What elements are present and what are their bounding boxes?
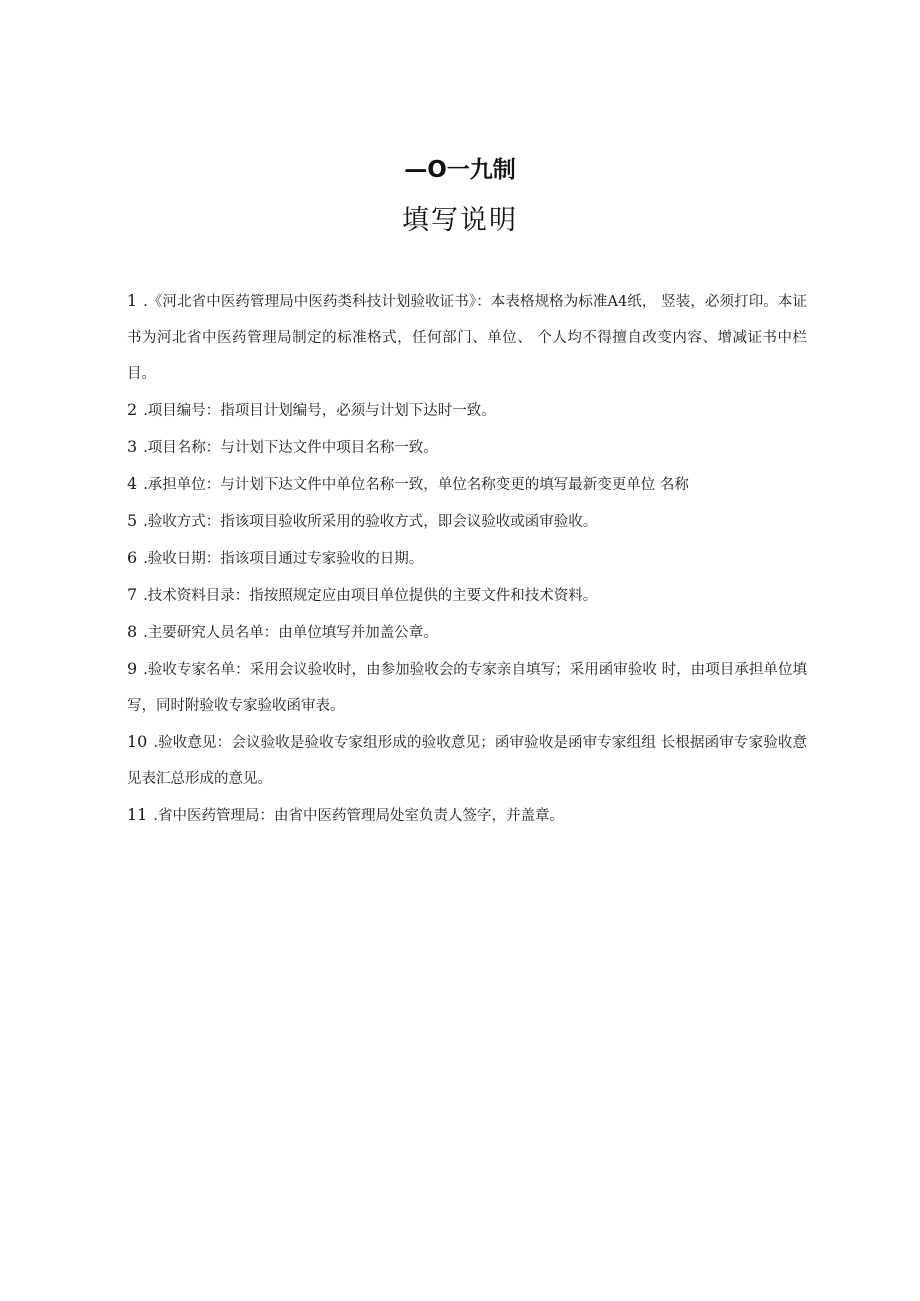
item-text: .承担单位：与计划下达文件中单位名称一致，单位名称变更的填写最新变更单位 名称	[143, 477, 689, 493]
instruction-item-5	[127, 503, 807, 540]
instruction-item-8	[127, 614, 807, 651]
instruction-item-7	[127, 577, 807, 614]
instruction-item-9	[127, 651, 807, 724]
year-line: —O一九制	[404, 157, 516, 183]
page-title: 填写说明	[402, 205, 518, 236]
instruction-item-1	[127, 283, 807, 392]
item-text: .验收日期：指该项目通过专家验收的日期。	[143, 551, 424, 567]
item-text: .验收方式：指该项目验收所采用的验收方式，即会议验收或函审验收。	[143, 514, 598, 530]
instruction-item-2	[127, 392, 807, 429]
item-number: 3	[127, 437, 138, 456]
item-number: 11	[127, 805, 148, 824]
item-text: .验收专家名单：采用会议验收时，由参加验收会的专家亲自填写；采用函审验收 时，由项目承担单位填写，同时附验收专家验收函审表。	[127, 662, 807, 714]
item-text: .项目编号：指项目计划编号，必须与计划下达时一致。	[143, 403, 496, 419]
instruction-list	[127, 283, 807, 834]
instruction-item-4	[127, 466, 807, 503]
item-text: .主要研究人员名单：由单位填写并加盖公章。	[143, 625, 438, 641]
item-number: 5	[127, 511, 138, 530]
instruction-item-3	[127, 429, 807, 466]
item-text: .项目名称：与计划下达文件中项目名称一致。	[143, 440, 438, 456]
item-number: 9	[127, 659, 138, 678]
item-number: 1	[127, 291, 138, 310]
item-number: 4	[127, 474, 138, 493]
item-number: 6	[127, 548, 138, 567]
item-number: 7	[127, 585, 138, 604]
item-number: 8	[127, 622, 138, 641]
item-number: 10	[127, 732, 148, 751]
item-text: .《河北省中医药管理局中医药类科技计划验收证书》：本表格规格为标准A4纸， 竖装，必须打印。本证书为河北省中医药管理局制定的标准格式，任何部门、单位、 个人均不得擅自改变内容、增减证书中栏目。	[127, 294, 807, 382]
instruction-item-10	[127, 724, 807, 797]
instruction-item-11	[127, 797, 807, 834]
item-text: .技术资料目录：指按照规定应由项目单位提供的主要文件和技术资料。	[143, 588, 598, 604]
instruction-item-6	[127, 540, 807, 577]
item-text: .省中医药管理局：由省中医药管理局处室负责人签字，并盖章。	[153, 808, 564, 824]
item-text: .验收意见：会议验收是验收专家组形成的验收意见；函审验收是函审专家组组 长根据函审专家验收意见表汇总形成的意见。	[127, 735, 807, 787]
item-number: 2	[127, 400, 138, 419]
